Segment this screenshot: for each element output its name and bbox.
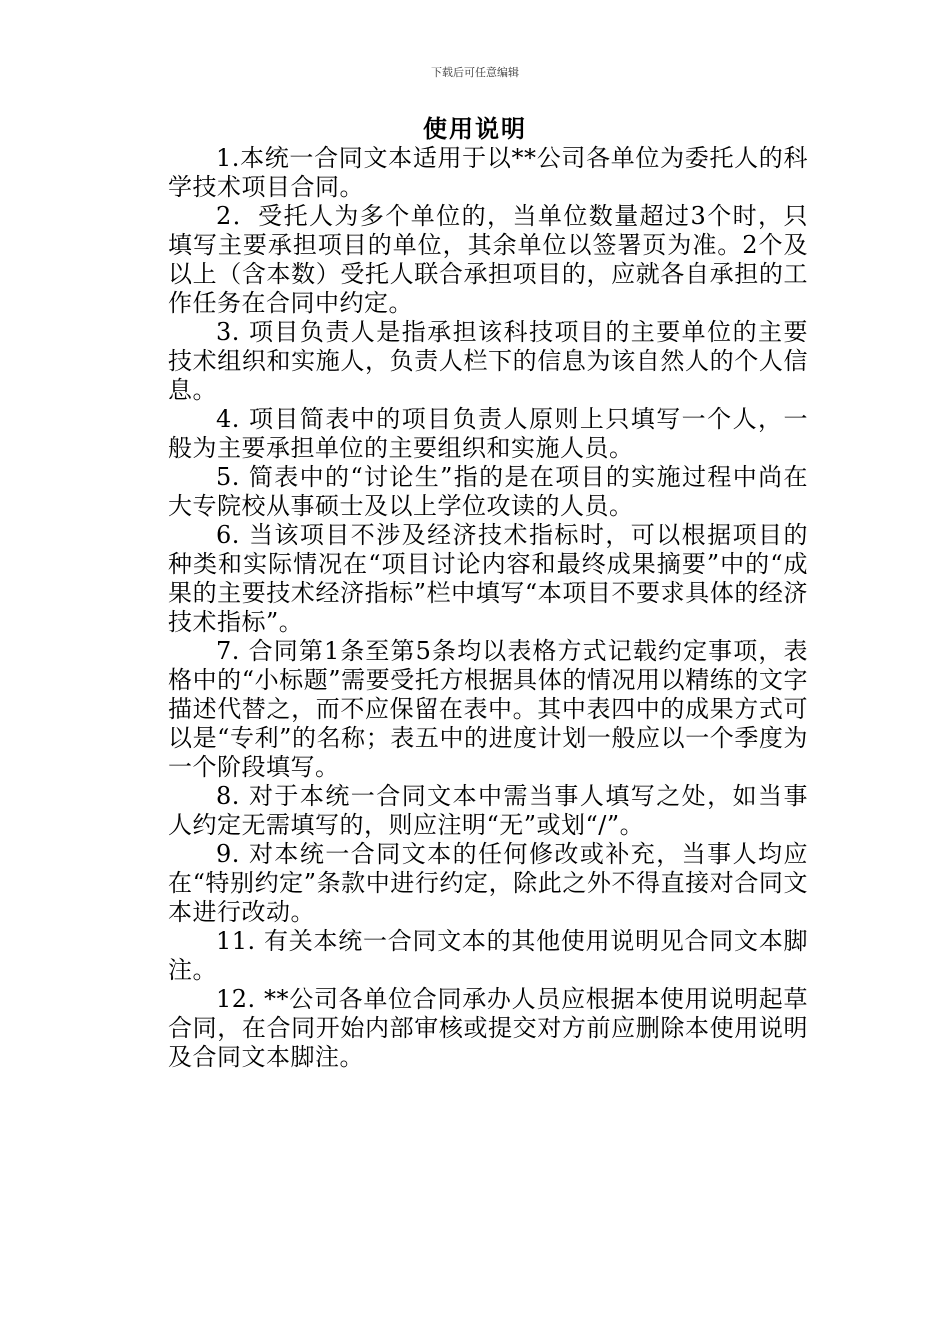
paragraph-6: 6. 当该项目不涉及经济技术指标时，可以根据项目的种类和实际情况在“项目讨论内容和最终成果摘要”中的“成果的主要技术经济指标”栏中填写“本项目不要求具体的经济技术指标”。: [168, 521, 808, 636]
paragraph-5: 5. 简表中的“讨论生”指的是在项目的实施过程中尚在大专院校从事硕士及以上学位攻读的人员。: [168, 463, 808, 520]
paragraph-3: 3. 项目负责人是指承担该科技项目的主要单位的主要技术组织和实施人，负责人栏下的信息为该自然人的个人信息。: [168, 318, 808, 404]
instructions-body: [168, 144, 808, 1072]
paragraph-12: 12. **公司各单位合同承办人员应根据本使用说明起草合同，在合同开始内部审核或提交对方前应删除本使用说明及合同文本脚注。: [168, 985, 808, 1071]
paragraph-1: 1.本统一合同文本适用于以**公司各单位为委托人的科学技术项目合同。: [168, 144, 808, 201]
paragraph-9: 9. 对本统一合同文本的任何修改或补充，当事人均应在“特别约定”条款中进行约定，除此之外不得直接对合同文本进行改动。: [168, 840, 808, 926]
page-title: 使用说明: [423, 114, 527, 143]
paragraph-8: 8. 对于本统一合同文本中需当事人填写之处，如当事人约定无需填写的，则应注明“无”或划“/”。: [168, 782, 808, 839]
paragraph-7: 7. 合同第1条至第5条均以表格方式记载约定事项，表格中的“小标题”需要受托方根据具体的情况用以精练的文字描述代替之，而不应保留在表中。其中表四中的成果方式可以是“专利”的名称；表五中的进度计划一般应以一个季度为一个阶段填写。: [168, 637, 808, 781]
paragraph-2: 2．受托人为多个单位的，当单位数量超过3个时，只填写主要承担项目的单位，其余单位以签署页为准。2个及以上（含本数）受托人联合承担项目的，应就各自承担的工作任务在合同中约定。: [168, 202, 808, 317]
paragraph-11: 11. 有关本统一合同文本的其他使用说明见合同文本脚注。: [168, 927, 808, 984]
paragraph-4: 4. 项目简表中的项目负责人原则上只填写一个人，一般为主要承担单位的主要组织和实施人员。: [168, 405, 808, 462]
header-note: 下载后可任意编辑: [431, 66, 519, 79]
